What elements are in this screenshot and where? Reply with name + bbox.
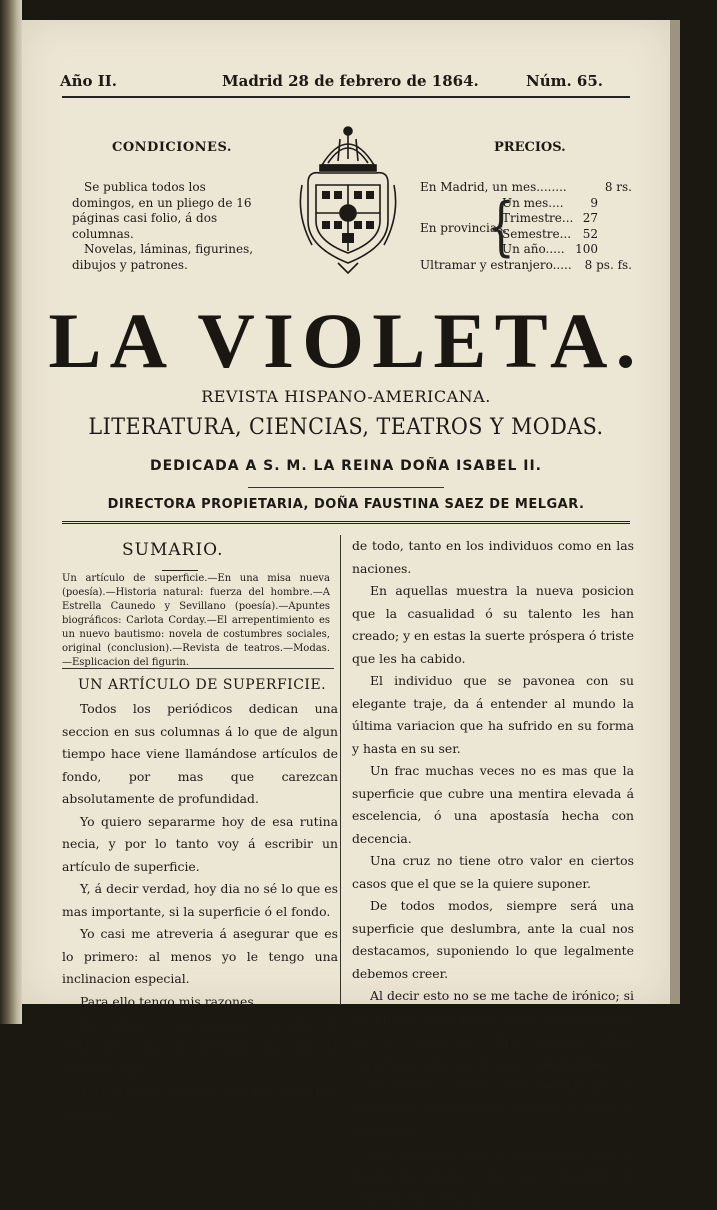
masthead-dedication: DEDICADA A S. M. LA REINA DOÑA ISABEL II.: [22, 458, 670, 474]
price-row-madrid: [420, 180, 632, 196]
price-value: 8 rs.: [605, 180, 632, 196]
condiciones-title: CONDICIONES.: [112, 140, 232, 155]
article-right-column: [352, 535, 634, 1210]
price-value: 100: [575, 242, 598, 258]
sumario-rule: [62, 668, 334, 669]
article-paragraph: En aquellas muestra la nueva posicion que la casualidad ó su talento les han creado; y en estas la suerte próspera ó triste que les ha cabido.: [352, 580, 634, 670]
article-paragraph: Para ello tengo mis razones.: [62, 991, 338, 1014]
issue-number: Núm. 65.: [526, 72, 603, 90]
price-label: Semestre...: [502, 227, 571, 243]
brace-icon: {: [487, 196, 515, 260]
masthead-director: DIRECTORA PROPIETARIA, DOÑA FAUSTINA SAEZ DE MELGAR.: [22, 497, 670, 512]
article-paragraph: Las naciones que se engalanan con su manto de gloria y que han estendido su superficie á costa de: [352, 1143, 634, 1210]
article-paragraph: Al decir esto no se me tache de irónico; si mi pluma corre ligera sobre ciertas cosas, yo no tengo la culpa; resbala sobre superficies que son de suyo resbaladizas.: [352, 985, 634, 1075]
article-paragraph: Yo quiero separarme hoy de esa rutina necia, y por lo tanto voy á escribir un artículo de superficie.: [62, 811, 338, 879]
newspaper-page: [22, 20, 670, 1004]
provincias-label: En provincias.: [420, 221, 507, 235]
price-label: Ultramar y estranjero.....: [420, 258, 572, 274]
article-paragraph: El individuo que se pavonea con su elegante traje, da á entender al mundo la última variacion que ha sufrido en su forma y hasta en su ser.: [352, 670, 634, 760]
price-value: 8 ps. fs.: [585, 258, 632, 274]
price-row: [420, 242, 632, 258]
price-label: En Madrid, un mes........: [420, 180, 567, 196]
masthead-subtitle: REVISTA HISPANO-AMERICANA.: [22, 387, 670, 406]
article-paragraph: de todo, tanto en los individuos como en las naciones.: [352, 535, 634, 580]
header-rule: [62, 96, 630, 98]
article-paragraph: Un frac muchas veces no es mas que la superficie que cubre una mentira elevada á escelencia, ó una apostasía hecha con decencia.: [352, 760, 634, 850]
issue-date: Madrid 28 de febrero de 1864.: [222, 72, 479, 90]
article-paragraph: De todos modos, siempre será una superficie que deslumbra, ante la cual nos destacamos, suponiendo lo que legalmente debemos creer.: [352, 895, 634, 985]
issue-header: [58, 72, 628, 94]
price-label: Trimestre...: [502, 211, 573, 227]
article-paragraph: Yo casi me atreveria á asegurar que es lo primero: al menos yo le tengo una inclinacion especial.: [62, 923, 338, 991]
article-paragraph: Todos los periódicos dedican una seccion en sus columnas á lo que de algun tiempo hace viene llamándose artículos de fondo, por mas que carezcan absolutamente de profundidad.: [62, 698, 338, 811]
price-label: Un mes....: [502, 196, 564, 212]
price-value: 52: [583, 227, 598, 243]
article-paragraph: Y la primera capa es siempre la última historia: [62, 1081, 338, 1126]
sumario-title: SUMARIO.: [122, 540, 224, 560]
condiciones-text: [72, 180, 272, 273]
sumario-text: Un artículo de superficie.—En una misa nueva (poesía).—Historia natural: fuerza del hombre.—A Estrella Caunedo y Sevillano (poesía).—Apuntes biográficos: Carlota Corday.—El arrepentimiento es un nuevo bautismo: novela de costumbres sociales, original (conclusion).—Revista de teatros.—Modas.—Esplicacion del figurin.: [62, 572, 330, 670]
column-divider: [340, 535, 341, 1005]
article-title: UN ARTÍCULO DE SUPERFICIE.: [78, 677, 326, 693]
dedication-rule: [248, 487, 444, 488]
book-spine: [0, 0, 22, 1024]
precios-title: PRECIOS.: [494, 140, 566, 155]
article-paragraph: Si entrase á fondo seria regular que se clavase en alguna parte su punta de acero, y seria peor.: [352, 1075, 634, 1143]
price-value: 27: [583, 211, 598, 227]
condiciones-paragraph: Se publica todos los domingos, en un pliego de 16 páginas casi folio, á dos columnas.: [72, 180, 272, 242]
masthead-rule: [62, 521, 630, 526]
sumario-dash: [162, 570, 198, 571]
issue-year: Año II.: [60, 72, 117, 90]
price-row: [420, 196, 632, 212]
royal-crest-icon: [292, 125, 404, 275]
price-value: 9: [590, 196, 598, 212]
article-paragraph: Soy miope, y veo muy poco; así que, en todas las cosas no distingo mas que la primera capa.: [62, 1013, 338, 1081]
article-paragraph: Y, á decir verdad, hoy dia no sé lo que es mas importante, si la superficie ó el fondo.: [62, 878, 338, 923]
page-edge: [670, 20, 680, 1004]
price-label: Un año.....: [502, 242, 565, 258]
article-left-column: [62, 698, 338, 1126]
article-paragraph: Una cruz no tiene otro valor en ciertos casos que el que se la quiere suponer.: [352, 850, 634, 895]
condiciones-paragraph: Novelas, láminas, figurines, dibujos y patrones.: [72, 242, 272, 273]
masthead-title: LA VIOLETA.: [16, 296, 677, 386]
price-row-ultramar: [420, 258, 632, 274]
masthead-topics: LITERATURA, CIENCIAS, TEATROS Y MODAS.: [41, 415, 650, 440]
